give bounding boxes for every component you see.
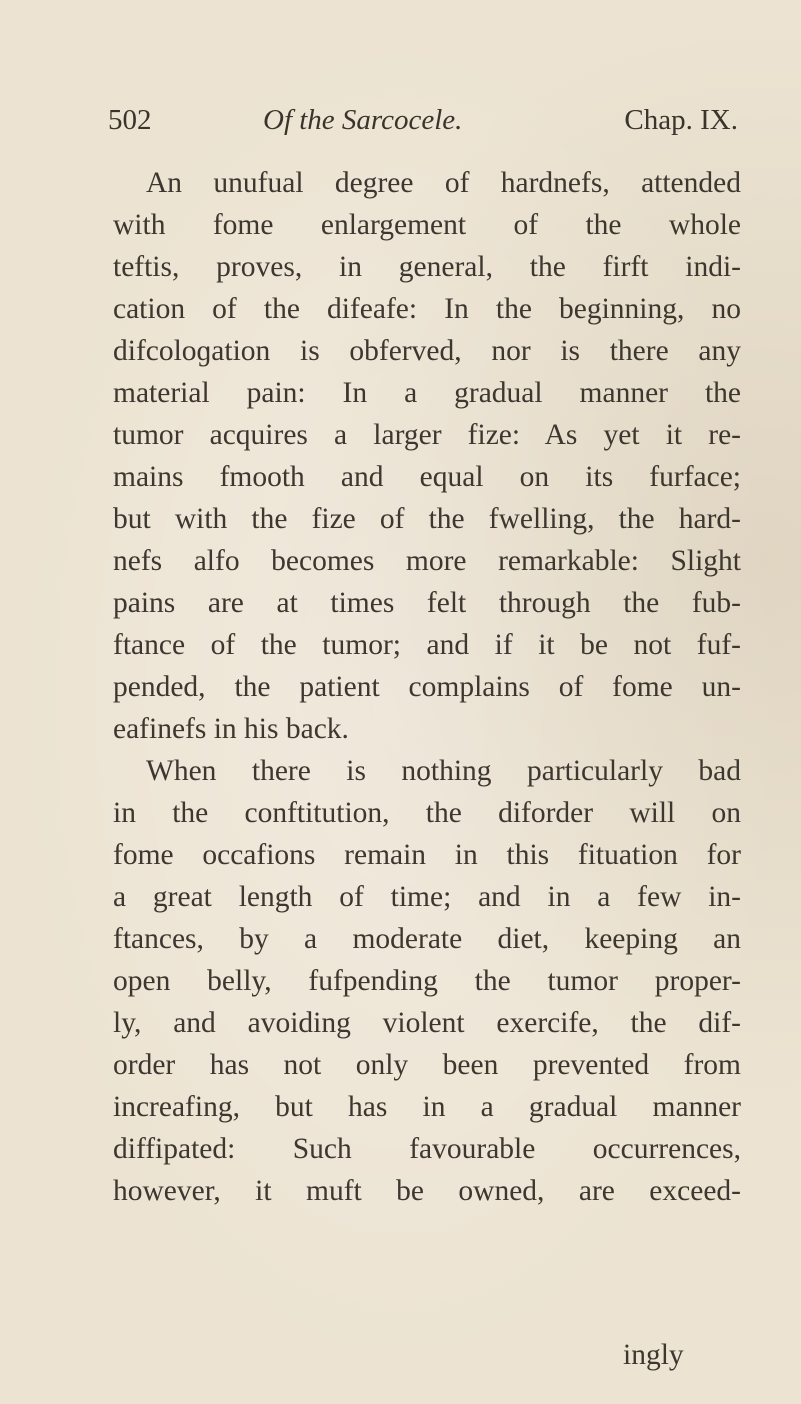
text-line: diffipated: Such favourable occurrences, [113, 1133, 741, 1165]
text-line: fome occafions remain in this fituation for [113, 839, 741, 871]
text-line: An unufual degree of hardnefs, attended [146, 167, 741, 199]
body-text [113, 162, 741, 1212]
chapter-label: Chap. IX. [624, 104, 738, 136]
text-line: order has not only been prevented from [113, 1049, 741, 1081]
text-line: a great length of time; and in a few in- [113, 881, 741, 913]
text-line: in the conftitution, the diforder will on [113, 797, 741, 829]
text-line: tumor acquires a larger fize: As yet it re- [113, 419, 741, 451]
text-line: ftance of the tumor; and if it be not fuf- [113, 629, 741, 661]
text-line: cation of the difeafe: In the beginning, no [113, 293, 741, 325]
running-title: Of the Sarcocele. [263, 104, 463, 136]
text-line: but with the fize of the fwelling, the hard- [113, 503, 741, 535]
text-line: mains fmooth and equal on its furface; [113, 461, 741, 493]
text-line: nefs alfo becomes more remarkable: Slight [113, 545, 741, 577]
text-line: pended, the patient complains of fome un- [113, 671, 741, 703]
text-line: however, it muft be owned, are exceed- [113, 1175, 741, 1207]
catchword: ingly [623, 1339, 684, 1371]
text-line: pains are at times felt through the fub- [113, 587, 741, 619]
text-line: with fome enlargement of the whole [113, 209, 741, 241]
text-line: material pain: In a gradual manner the [113, 377, 741, 409]
text-line: difcoloɡation is obferved, nor is there any [113, 335, 741, 367]
text-line: When there is nothing particularly bad [146, 755, 741, 787]
text-line: ly, and avoiding violent exercife, the dif- [113, 1007, 741, 1039]
running-head [108, 100, 738, 140]
text-line: teftis, proves, in general, the firft indi- [113, 251, 741, 283]
page-number: 502 [108, 104, 152, 136]
text-line: ftances, by a moderate diet, keeping an [113, 923, 741, 955]
text-line: increafing, but has in a gradual manner [113, 1091, 741, 1123]
text-line: open belly, fufpending the tumor proper- [113, 965, 741, 997]
text-line: eafinefs in his back. [113, 713, 349, 745]
